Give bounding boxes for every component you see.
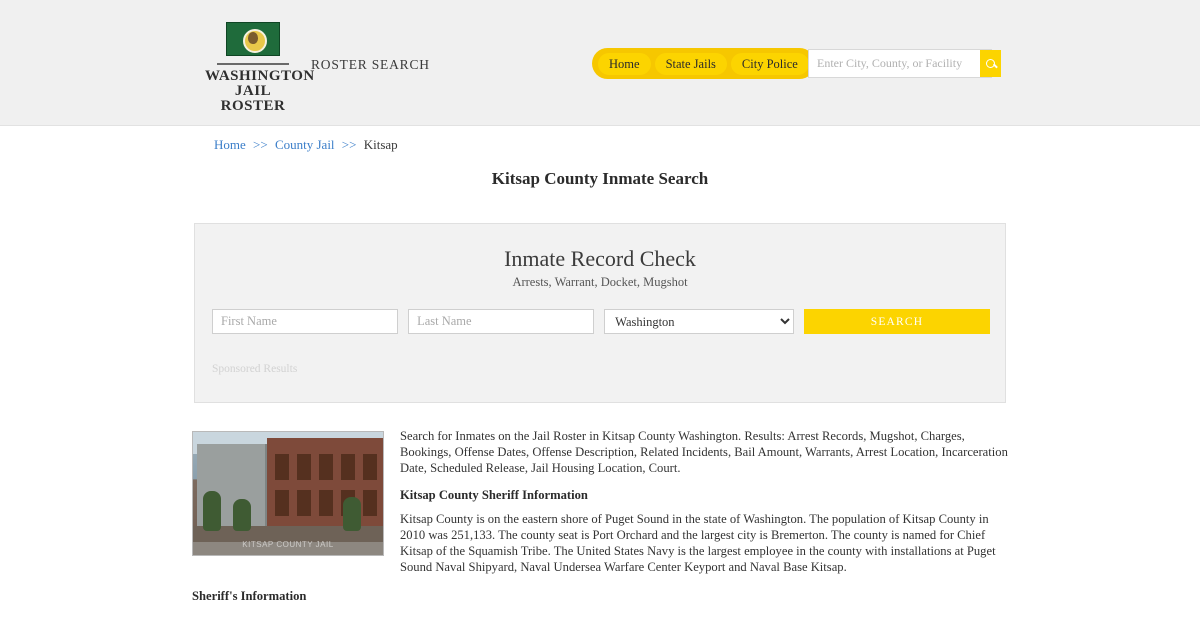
breadcrumb <box>214 137 398 153</box>
intro-paragraph: Search for Inmates on the Jail Roster in Kitsap County Washington. Results: Arrest Records, Mugshot, Charges, Bookings, Offense Dates, Offense Description, Related Incidents, Bail Amount, Warrants, Arrest Location, Incarceration Date, Scheduled Release, Jail Housing Location, Court. <box>400 429 1008 475</box>
logo-line-2: JAIL ROSTER <box>220 83 286 114</box>
photo-tree <box>203 491 221 531</box>
site-header <box>0 0 1200 126</box>
photo-window <box>341 454 355 480</box>
photo-window <box>319 490 333 516</box>
first-name-input[interactable] <box>212 309 398 334</box>
washington-state-flag-icon <box>226 22 280 56</box>
search-input[interactable] <box>809 50 980 77</box>
card-title: Inmate Record Check <box>504 246 696 271</box>
nav-item-state-jails[interactable]: State Jails <box>655 53 727 75</box>
search-icon <box>986 59 995 68</box>
photo-window <box>297 454 311 480</box>
inmate-search-form <box>212 309 990 334</box>
photo-window <box>363 490 377 516</box>
photo-window <box>319 454 333 480</box>
photo-tree <box>343 497 361 531</box>
breadcrumb-current: Kitsap <box>363 137 398 152</box>
photo-window <box>275 454 289 480</box>
inmate-search-button[interactable]: SEARCH <box>804 309 990 334</box>
logo-line-1: WASHINGTON <box>205 68 315 84</box>
nav-item-city-police[interactable]: City Police <box>731 53 809 75</box>
content-body <box>192 428 1008 586</box>
county-paragraph: Kitsap County is on the eastern shore of Puget Sound in the state of Washington. The population of Kitsap County in 2010 was 251,133. The county seat is Port Orchard and the largest city is Bremerton. The county is named for Chief Kitsap of the Squamish Tribe. The United States Navy is the largest employee in the county with installations at Puget Sound Naval Shipyard, Naval Undersea Warfare Center Keyport and Naval Base Kitsap. <box>400 512 996 574</box>
breadcrumb-separator-2: >> <box>341 137 357 152</box>
sheriffs-information-heading: Sheriff's Information <box>192 589 307 603</box>
main-nav <box>592 48 815 79</box>
photo-building-right <box>267 438 383 530</box>
photo-window <box>297 490 311 516</box>
breadcrumb-county-jail[interactable]: County Jail <box>274 137 335 152</box>
card-subtitle: Arrests, Warrant, Docket, Mugshot <box>512 275 688 289</box>
jail-photo <box>192 431 384 556</box>
sheriff-information-heading: Kitsap County Sheriff Information <box>400 488 588 502</box>
photo-window <box>275 490 289 516</box>
site-logo[interactable] <box>205 22 315 114</box>
page-title: Kitsap County Inmate Search <box>491 169 709 188</box>
photo-window <box>363 454 377 480</box>
last-name-input[interactable] <box>408 309 594 334</box>
search-button[interactable] <box>980 50 1001 77</box>
header-search <box>808 49 992 78</box>
photo-caption: KITSAP COUNTY JAIL <box>242 540 334 549</box>
logo-divider <box>217 63 289 65</box>
inmate-record-check-card <box>194 223 1006 403</box>
breadcrumb-home[interactable]: Home <box>214 137 246 152</box>
state-select[interactable] <box>604 309 794 334</box>
photo-tree <box>233 499 251 531</box>
breadcrumb-separator-1: >> <box>253 137 268 152</box>
sponsored-results-label: Sponsored Results <box>212 363 298 375</box>
roster-search-label: ROSTER SEARCH <box>311 57 430 72</box>
nav-item-home[interactable]: Home <box>598 53 651 75</box>
